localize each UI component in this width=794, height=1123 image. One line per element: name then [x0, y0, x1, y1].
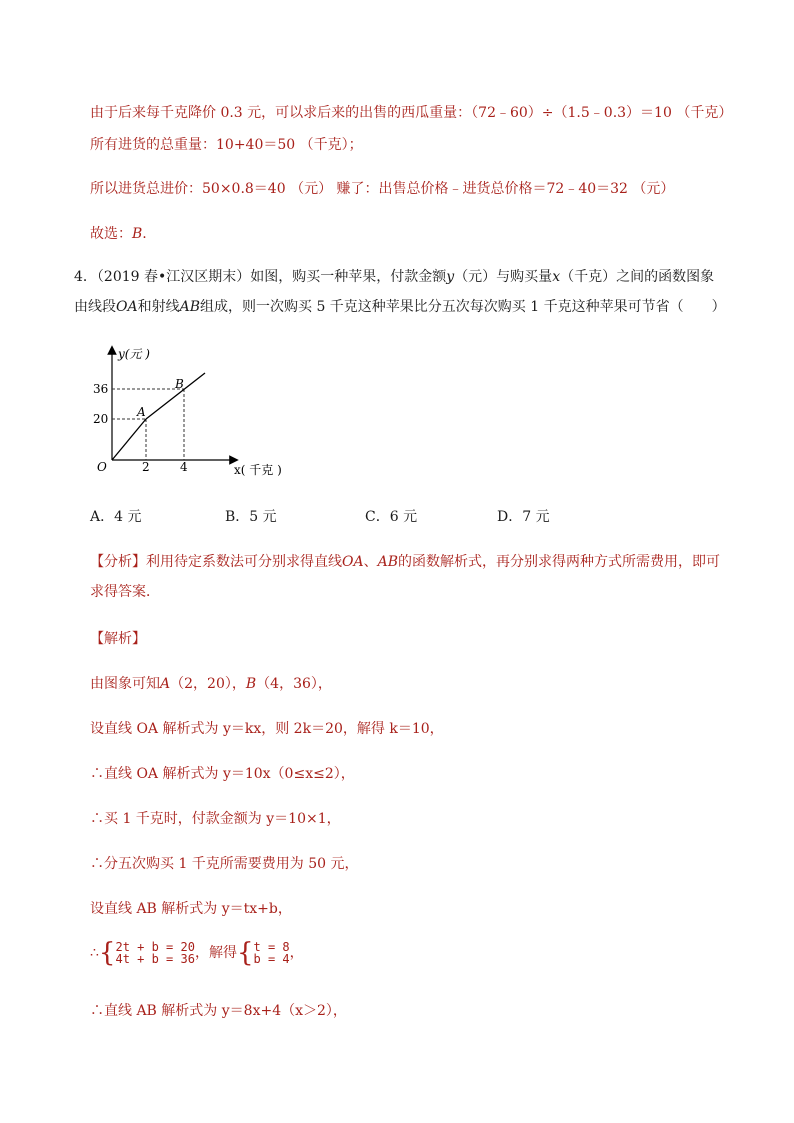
- option-b-text: 5 元: [249, 509, 277, 525]
- option-d-text: 7 元: [522, 509, 550, 525]
- solution-system: [254, 941, 290, 965]
- analysis-oa: OA: [342, 554, 364, 570]
- question-text-4: 和射线: [137, 299, 180, 315]
- analysis-text-2: 的函数解析式，再分别求得两种方式所需费用，即可求得答案．: [90, 554, 720, 600]
- option-b-letter: B．: [225, 509, 250, 525]
- analysis-block: [90, 547, 726, 607]
- solution-step-8: ∴直线 AB 解析式为 y＝8x+4（x＞2），: [90, 1003, 347, 1019]
- option-b[interactable]: [225, 506, 277, 526]
- step1-b-coords: （4，36），: [256, 676, 332, 692]
- option-c[interactable]: [365, 506, 417, 526]
- step7-prefix: ∴: [90, 945, 99, 961]
- y-axis-label: y(元 ): [118, 347, 150, 361]
- step1-a-coords: （2，20），: [170, 676, 246, 692]
- step1-point-b: B: [245, 676, 257, 692]
- question-number: 4．: [74, 269, 97, 285]
- step1-point-a: A: [160, 676, 171, 692]
- prev-solution-line-2: 所有进货的总重量：10+40＝50 （千克）；: [90, 137, 363, 153]
- solution-1: t = 8: [253, 940, 290, 954]
- left-brace-icon: {: [236, 938, 254, 968]
- answer-prefix: 故选：: [90, 226, 132, 242]
- analysis-sep: 、: [363, 554, 378, 570]
- solution-tag: 【解析】: [90, 631, 146, 647]
- solution-step-3: ∴直线 OA 解析式为 y＝10x（0≤x≤2），: [90, 766, 355, 782]
- question-seg-oa: OA: [116, 299, 138, 315]
- solution-step-6: 设直线 AB 解析式为 y＝tx+b，: [90, 901, 292, 917]
- solution-2: b = 4: [253, 952, 290, 966]
- segment-oa: [112, 419, 146, 460]
- question-var-x: x: [552, 269, 561, 285]
- option-d[interactable]: [497, 506, 550, 526]
- answer-suffix: .: [142, 226, 147, 242]
- equation-system: [115, 941, 194, 965]
- point-b-label: B: [175, 377, 184, 391]
- question-ray-ab: AB: [179, 299, 200, 315]
- question-text-5: 组成，则一次购买 5 千克这种苹果比分五次每次购买 1 千克这种苹果可节省（ ）: [200, 299, 726, 315]
- question-text-3: （千克）之间的函数图象由线段: [74, 269, 715, 315]
- x-tick-4: 4: [180, 460, 188, 474]
- step7-mid: ，解得: [194, 945, 237, 961]
- point-a-label: A: [137, 405, 146, 419]
- answer-options: [90, 506, 710, 528]
- option-a-text: 4 元: [114, 509, 142, 525]
- prev-solution-line-3: 所以进货总进价：50×0.8＝40 （元） 赚了：出售总价格﹣进货总价格＝72﹣40＝32 （元）: [90, 181, 675, 197]
- analysis-ab: AB: [377, 554, 398, 570]
- analysis-text-1: 利用待定系数法可分别求得直线: [146, 554, 342, 570]
- question-text-1: （2019 春•江汉区期末）如图，购买一种苹果，付款金额: [96, 269, 447, 285]
- step7-suffix: ，: [289, 945, 304, 961]
- option-a[interactable]: [90, 506, 141, 526]
- solution-step-5: ∴分五次购买 1 千克所需要费用为 50 元，: [90, 856, 359, 872]
- equation-2: 4t + b = 36: [115, 952, 195, 966]
- origin-label: O: [97, 460, 107, 474]
- left-brace-icon: {: [98, 938, 116, 968]
- prev-solution-line-1: 由于后来每千克降价 0.3 元，可以求后来的出售的西瓜重量：（72﹣60）÷（1.5﹣0.3）＝10 （千克）: [90, 105, 733, 121]
- equation-1: 2t + b = 20: [115, 940, 195, 954]
- function-graph: [84, 340, 304, 490]
- prev-answer-line: [90, 224, 147, 244]
- option-a-letter: A．: [90, 509, 115, 525]
- question-text-2: （元）与购买量: [454, 269, 553, 285]
- step1-text: 由图象可知: [90, 676, 160, 692]
- question-4: [74, 262, 726, 322]
- y-tick-20: 20: [93, 412, 109, 426]
- option-d-letter: D．: [497, 509, 523, 525]
- solution-step-1: [90, 674, 332, 694]
- answer-letter: B: [132, 226, 143, 242]
- solution-step-7: [90, 940, 304, 974]
- solution-step-4: ∴买 1 千克时，付款金额为 y＝10×1，: [90, 811, 341, 827]
- y-tick-36: 36: [93, 382, 109, 396]
- analysis-tag: 【分析】: [90, 554, 146, 570]
- x-tick-2: 2: [142, 460, 150, 474]
- solution-step-2: 设直线 OA 解析式为 y＝kx，则 2k＝20，解得 k＝10，: [90, 721, 444, 737]
- question-var-y: y: [446, 269, 455, 285]
- option-c-letter: C．: [365, 509, 390, 525]
- x-axis-label: x( 千克 ): [234, 463, 282, 477]
- option-c-text: 6 元: [389, 509, 418, 525]
